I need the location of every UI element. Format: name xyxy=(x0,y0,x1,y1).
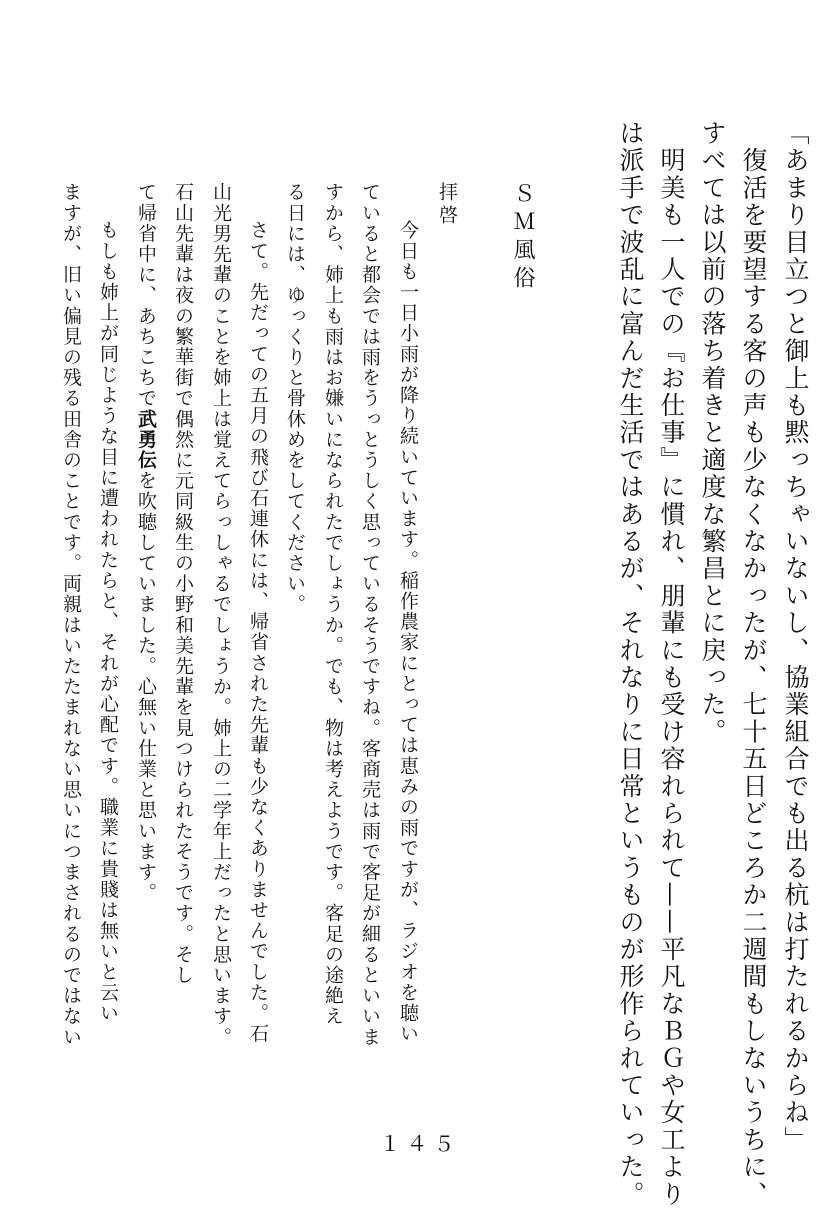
emphasized-word: 武勇伝 xyxy=(135,408,157,471)
letter-line-1: 今日も一日小雨が降り続いています。稲作農家にとっては恵みの雨ですが、ラジオを聴い xyxy=(397,220,419,1044)
letter-line-8-part-2: を吹聴していました。心無い仕業と思います。 xyxy=(135,470,157,904)
letter-line-8-part-1: て帰省中に、あちこちで xyxy=(135,182,157,409)
letter-greeting: 拝啓 xyxy=(436,182,458,228)
letter-line-7: 石山先輩は夜の繁華街で偶然に元同級生の小野和美先輩を見つけられたそうです。そし xyxy=(172,182,194,986)
letter-line-9: もしも姉上が同じような目に遭われたらと、それが心配です。職業に貴賤は無いと云い xyxy=(97,220,119,1024)
narrative-line-2: 復活を要望する客の声も少なくなかったが、七十五日どころか二週間もしないうちに、 xyxy=(739,120,768,1208)
letter-line-5: さて。先だっての五月の飛び石連休には、帰省された先輩も少なくありませんでした。石 xyxy=(247,220,269,1044)
narrative-line-5: は派手で波乱に富んだ生活ではあるが、それなりに日常というものが形作られていった。 xyxy=(616,120,645,1208)
narrative-line-4: 明美も一人での『お仕事』に慣れ、朋輩にも受け容れられて——平凡なＢＧや女工より xyxy=(657,120,686,1208)
letter-line-3: すから、姉上も雨はお嫌いになられたでしょうか。でも、物は考えようです。客足の途絶え xyxy=(322,182,344,1027)
letter-line-10: ますが、旧い偏見の残る田舎のことです。両親はいたたまれない思いにつまされるのではない xyxy=(60,182,82,1048)
narrative-line-1: 「あまり目立つと御上も黙っちゃいないし、協業組合でも出る杭は打たれるからね」 xyxy=(781,120,810,1154)
letter-title: ＳＭ風俗 xyxy=(510,182,535,294)
letter-line-8 xyxy=(136,182,155,903)
page-number: １４５ xyxy=(379,1132,461,1156)
letter-line-6: 山光男先輩のことを姉上は覚えてらっしゃるでしょうか。姉上の二学年上だったと思います。 xyxy=(210,182,232,1048)
letter-line-2: ていると都会では雨をうっとうしく思っているそうですね。客商売は雨で客足が細るといいま xyxy=(359,182,381,1048)
narrative-line-3: すべては以前の落ち着きと適度な繁昌とに戻った。 xyxy=(698,120,727,746)
letter-line-4: る日には、ゆっくりと骨休めをしてください。 xyxy=(284,182,306,615)
